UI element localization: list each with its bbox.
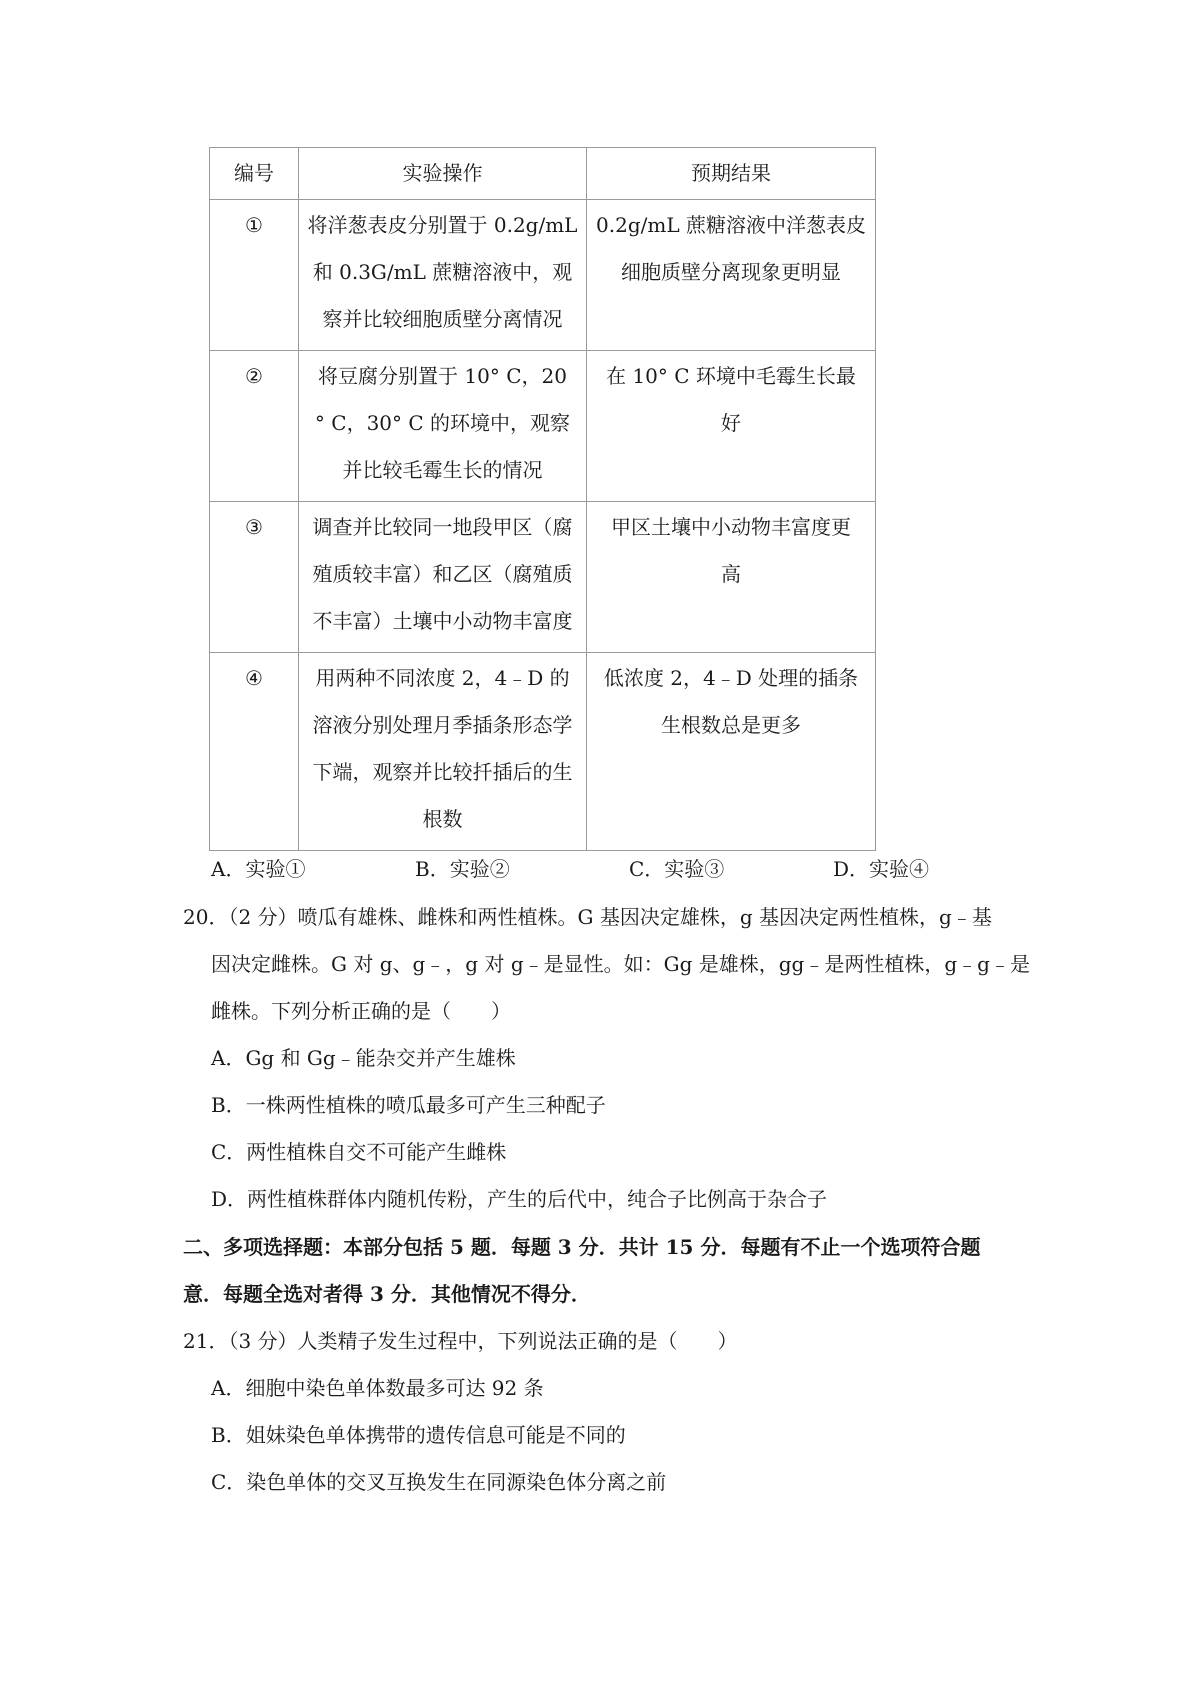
operation-line: 调查并比较同一地段甲区（腐 (312, 515, 573, 539)
row-result (587, 351, 876, 502)
table-row (210, 653, 876, 851)
q21-option-b[interactable]: B．姐妹染色单体携带的遗传信息可能是不同的 (211, 1423, 626, 1447)
operation-line: 察并比较细胞质壁分离情况 (322, 307, 563, 331)
result-line: 甲区土壤中小动物丰富度更 (611, 515, 851, 539)
operation-line: 将豆腐分别置于 10° C，20 (318, 364, 567, 388)
row-operation (299, 200, 587, 351)
result-line: 0.2g/mL 蔗糖溶液中洋葱表皮 (596, 213, 866, 237)
section-heading: 意．每题全选对者得 3 分．其他情况不得分． (183, 1282, 591, 1306)
operation-line: ° C，30° C 的环境中，观察 (314, 411, 571, 435)
result-line: 细胞质壁分离现象更明显 (621, 260, 841, 284)
operation-line: 根数 (422, 807, 463, 831)
operation-line: 不丰富）土壤中小动物丰富度 (312, 609, 573, 633)
operation-line: 用两种不同浓度 2，4﹣D 的 (315, 666, 570, 690)
q20-stem-line: 20．（2 分）喷瓜有雄株、雌株和两性植株。G 基因决定雄株，g 基因决定两性植株，g﹣基 (183, 905, 992, 929)
header-number: 编号 (210, 148, 299, 200)
operation-line: 下端，观察并比较扦插后的生 (312, 760, 573, 784)
row-operation (299, 351, 587, 502)
q19-option-a[interactable]: A．实验① (211, 857, 306, 881)
row-operation (299, 653, 587, 851)
experiment-table (209, 147, 876, 851)
operation-line: 和 0.3G/mL 蔗糖溶液中，观 (312, 260, 573, 284)
row-result (587, 653, 876, 851)
row-result (587, 200, 876, 351)
operation-line: 殖质较丰富）和乙区（腐殖质 (312, 562, 573, 586)
q21-stem: 21．（3 分）人类精子发生过程中，下列说法正确的是（ ） (183, 1329, 738, 1353)
result-line: 高 (721, 562, 741, 586)
q20-stem-line: 因决定雌株。G 对 g、g﹣，g 对 g﹣是显性。如：Gg 是雄株，gg﹣是两性植株，g﹣g﹣是 (211, 952, 1030, 976)
table-header-row (210, 148, 876, 200)
operation-line: 并比较毛霉生长的情况 (342, 458, 543, 482)
row-number: ① (210, 200, 299, 351)
row-number: ④ (210, 653, 299, 851)
row-number: ③ (210, 502, 299, 653)
result-line: 好 (721, 411, 741, 435)
table-row (210, 200, 876, 351)
q19-option-d[interactable]: D．实验④ (833, 857, 930, 881)
result-line: 生根数总是更多 (661, 713, 801, 737)
row-result (587, 502, 876, 653)
q21-option-c[interactable]: C．染色单体的交叉互换发生在同源染色体分离之前 (211, 1470, 667, 1494)
table-row (210, 502, 876, 653)
q21-option-a[interactable]: A．细胞中染色单体数最多可达 92 条 (211, 1376, 544, 1400)
q20-option-d[interactable]: D．两性植株群体内随机传粉，产生的后代中，纯合子比例高于杂合子 (211, 1187, 828, 1211)
header-operation: 实验操作 (299, 148, 587, 200)
q19-option-b[interactable]: B．实验② (415, 857, 510, 881)
section-heading: 二、多项选择题：本部分包括 5 题．每题 3 分．共计 15 分．每题有不止一个选项符合题 (183, 1235, 981, 1259)
q20-option-b[interactable]: B．一株两性植株的喷瓜最多可产生三种配子 (211, 1093, 606, 1117)
header-result: 预期结果 (587, 148, 876, 200)
q20-option-c[interactable]: C．两性植株自交不可能产生雌株 (211, 1140, 507, 1164)
result-line: 低浓度 2，4﹣D 处理的插条 (603, 666, 859, 690)
operation-line: 溶液分别处理月季插条形态学 (312, 713, 573, 737)
q19-option-c[interactable]: C．实验③ (629, 857, 725, 881)
row-operation (299, 502, 587, 653)
operation-line: 将洋葱表皮分别置于 0.2g/mL (307, 213, 578, 237)
row-number: ② (210, 351, 299, 502)
q20-stem-line: 雌株。下列分析正确的是（ ） (211, 999, 511, 1023)
table-row (210, 351, 876, 502)
q19-options (0, 855, 1200, 885)
q20-option-a[interactable]: A．Gg 和 Gg﹣能杂交并产生雄株 (211, 1046, 516, 1070)
result-line: 在 10° C 环境中毛霉生长最 (606, 364, 856, 388)
